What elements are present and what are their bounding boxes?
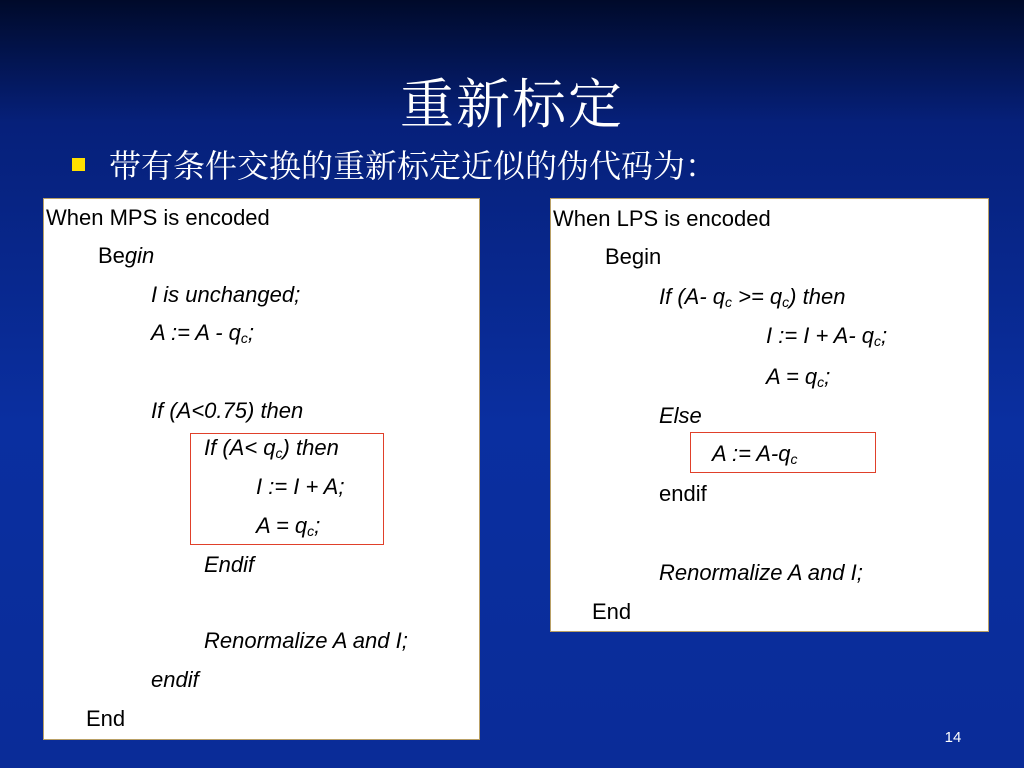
mps-a-eq: $A = q_c$; (256, 513, 321, 539)
mps-endif-inner: Endif (204, 552, 255, 577)
bullet-item (72, 142, 717, 186)
lps-else: Else (659, 403, 702, 428)
lps-a-eq: $A = q_c$; (766, 364, 831, 390)
lps-begin: Begin (605, 244, 662, 269)
mps-if-outer: If (A<0.75) then (151, 398, 304, 423)
lps-if: If (A- $q_c >= q_c$) then (659, 284, 846, 310)
mps-header: When MPS is encoded (46, 205, 270, 230)
mps-i-assign: I := I + A; (256, 474, 345, 499)
square-bullet-icon (72, 158, 85, 171)
mps-highlight-box (190, 433, 384, 545)
lps-i-assign: I := I + A- $q_c$; (766, 323, 888, 349)
mps-end: End (86, 706, 126, 731)
lps-end: End (592, 599, 632, 624)
mps-i-unchanged: I is unchanged; (151, 282, 301, 307)
lps-endif: endif (659, 481, 707, 506)
lps-a-assign: A := $A-q_c$ (712, 441, 798, 467)
lps-highlight-box (690, 432, 876, 473)
mps-if-inner: If $(A< q_c)$ then (204, 435, 339, 461)
mps-a-assign: A := A - $q_c$; (151, 320, 254, 346)
page-number: 14 (944, 729, 962, 746)
lps-renormalize: Renormalize A and I; (659, 560, 863, 585)
bullet-text: 带有条件交换的重新标定近似的伪代码为： (109, 147, 718, 185)
mps-renormalize: Renormalize A and I; (204, 628, 408, 653)
mps-begin: Begin (98, 243, 155, 268)
mps-endif-outer: endif (151, 667, 199, 692)
slide-title: 重新标定 (400, 73, 624, 136)
lps-pseudocode-box (550, 198, 989, 632)
lps-header: When LPS is encoded (553, 206, 771, 231)
